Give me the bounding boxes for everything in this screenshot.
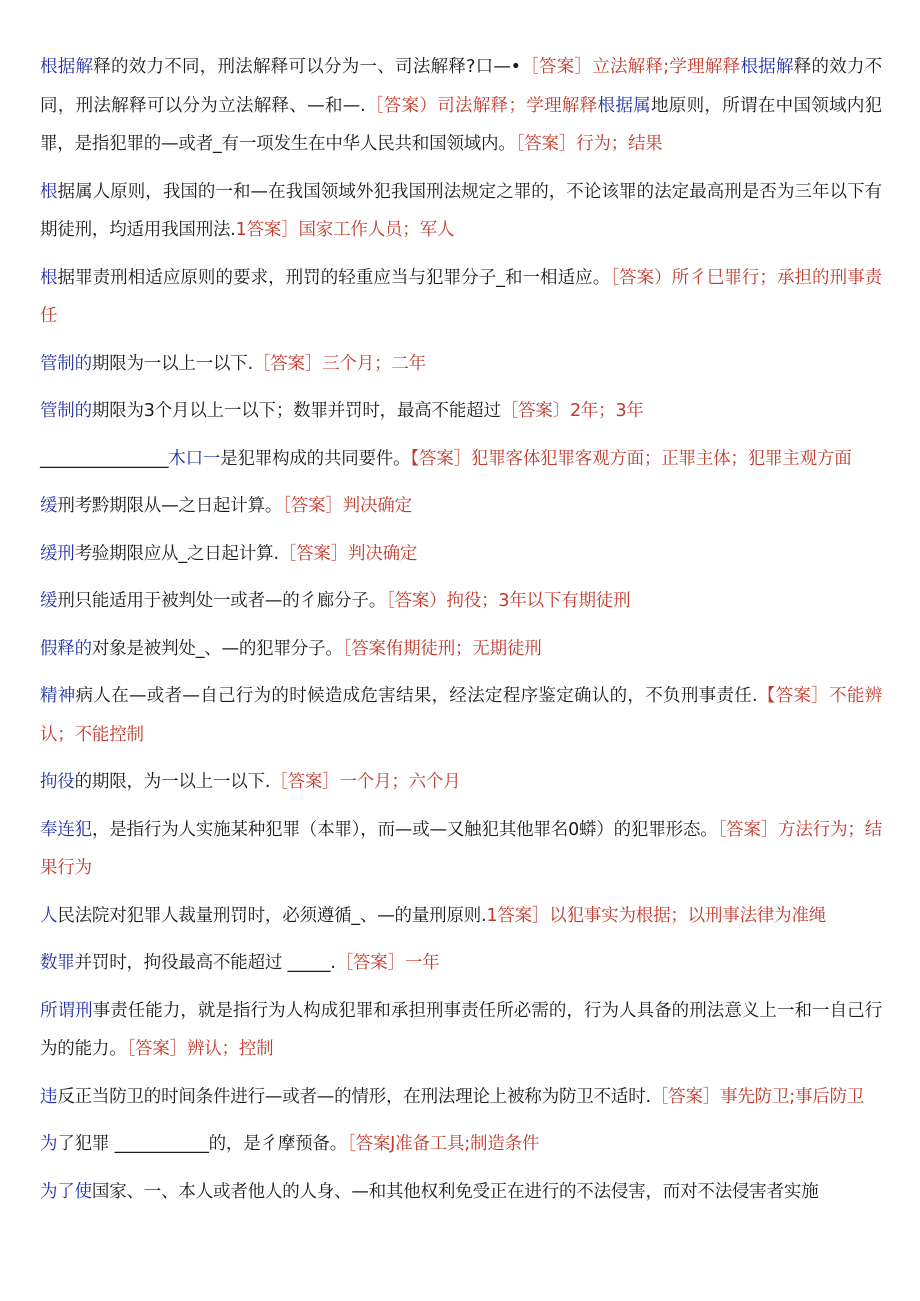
qa-paragraph-8 [40, 535, 882, 574]
question-lead: 数罪 [40, 953, 75, 973]
answer-text: ［答案］事先防卫;事后防卫 [650, 1086, 865, 1107]
question-lead: 根据解 [740, 57, 794, 77]
answer-text: 1答案］国家工作人员；军人 [235, 220, 455, 240]
question-lead: 为了使 [40, 1181, 92, 1202]
question-lead: 根 [40, 267, 58, 288]
question-lead: 拘役 [40, 772, 75, 792]
answer-text: ［答案侑期徒刑；无期徒刑 [342, 638, 542, 659]
question-text: 民法院对犯罪人裁量刑罚时，必须遵循_、—的量刑原则. [57, 905, 487, 926]
answer-text: ［答案）司法解释；学理解释 [365, 95, 598, 116]
answer-text: ［答案］一个月；六个月 [270, 772, 461, 792]
question-text: 刑考黔期限从—之日起计算。 [57, 496, 283, 516]
question-text: 是犯罪构成的共同要件。 [220, 448, 411, 469]
qa-paragraph-15 [40, 944, 882, 983]
question-text: 据罪责刑相适应原则的要求，刑罚的轻重应当与犯罪分子_和一相适应。 [57, 267, 611, 288]
question-lead: 违 [40, 1086, 58, 1107]
qa-paragraph-13 [40, 811, 882, 888]
question-lead: 人 [40, 905, 58, 926]
question-lead: 根据属 [597, 95, 651, 116]
question-lead: 假释的 [40, 638, 92, 659]
question-text: 对象是被判处_、—的犯罪分子。 [91, 638, 343, 659]
question-text: 的期限，为一以上一以下. [74, 772, 271, 792]
question-lead: 木口一 [168, 448, 221, 469]
question-text: 期限为3个月以上一以下；数罪并罚时，最高不能超过 [91, 401, 501, 421]
answer-text: ［答案〕2年；3年 [500, 401, 644, 421]
answer-text: 【答案］不能辨认；不能控制 [40, 686, 882, 745]
qa-paragraph-16 [40, 992, 882, 1069]
question-text: 了犯罪 ___________的，是彳摩预备。 [57, 1134, 348, 1154]
qa-paragraph-18 [40, 1125, 882, 1164]
question-lead: 所谓刑 [40, 1000, 93, 1021]
question-text: ，是指行为人实施某种犯罪（本罪），而—或—又触犯其他罪名0蟒）的犯罪形态。 [91, 819, 718, 840]
qa-paragraph-9 [40, 582, 882, 621]
answer-text: ［答案）拘役；3年以下有期徒刑 [386, 591, 631, 611]
answer-text: ［答案］一年 [335, 953, 440, 973]
question-lead: 根 [40, 181, 58, 202]
question-text: 地原则，所谓在中国领域内犯罪，是指犯罪的—或者_有一项发生在中华人民共和国领域内。 [40, 95, 882, 154]
question-text: 病人在—或者—自己行为的时候造成危害结果，经法定程序鉴定确认的，不负刑事责任. [75, 686, 758, 706]
answer-text: ［答案］立法解释;学理解释 [520, 57, 741, 77]
qa-paragraph-17 [40, 1078, 882, 1117]
answer-text: ［答案］行为；结果 [515, 134, 663, 154]
question-lead: 管制的 [40, 401, 92, 421]
qa-paragraph-5 [40, 392, 882, 431]
answer-text: ［答案）所彳巳罪行；承担的刑事责任 [40, 267, 882, 326]
question-text: 释的效力不同，刑法解释可以分为立法解释、—和—. [40, 57, 883, 116]
qa-paragraph-19 [40, 1173, 882, 1212]
question-lead: 管制的 [40, 353, 92, 374]
question-text: 据属人原则，我国的一和—在我国领域外犯我国刑法规定之罪的，不论该罪的法定最高刑是否为三年以下有期徒刑，均适用我国刑法. [40, 181, 882, 240]
question-text: 考验期限应从_之日起计算. [74, 543, 279, 564]
qa-paragraph-2 [40, 173, 882, 250]
question-text: 释的效力不同，刑法解释可以分为一、司法解释?口—• [93, 57, 521, 77]
qa-paragraph-4 [40, 345, 882, 384]
answer-text: ［答案］三个月；二年 [252, 353, 426, 374]
answer-text: ［答案］辨认；控制 [126, 1039, 274, 1059]
question-lead: 缓刑 [40, 543, 75, 564]
answer-text: ［答案J准备工具;制造条件 [347, 1134, 540, 1154]
question-lead: 根据解 [40, 57, 94, 77]
qa-paragraph-7 [40, 487, 882, 526]
qa-paragraph-11 [40, 677, 882, 754]
question-lead: 为 [40, 1134, 58, 1154]
question-text: 国家、一、本人或者他人的人身、—和其他权利免受正在进行的不法侵害，而对不法侵害者实施 [91, 1181, 819, 1202]
question-text: _______________ [40, 448, 169, 469]
qa-paragraph-1 [40, 48, 882, 164]
question-lead: 缓 [40, 591, 58, 611]
qa-paragraph-10 [40, 630, 882, 669]
question-text: 并罚时，拘役最高不能超过 _____. [74, 953, 336, 973]
answer-text: ［答案］判决确定 [282, 496, 412, 516]
answer-text: 1答案］以犯事实为根据；以刑事法律为准绳 [486, 905, 827, 926]
question-text: 反正当防卫的时间条件进行—或者—的情形，在刑法理论上被称为防卫不适时. [57, 1086, 651, 1107]
question-lead: 精神 [40, 686, 76, 706]
qa-paragraph-3 [40, 259, 882, 336]
question-lead: 缓 [40, 496, 58, 516]
qa-paragraph-14 [40, 897, 882, 936]
answer-text: ［答案］方法行为；结果行为 [40, 819, 883, 878]
answer-text: 【答案］犯罪客体犯罪客观方面；正罪主体；犯罪主观方面 [410, 448, 852, 469]
question-text: 事责任能力，就是指行为人构成犯罪和承担刑事责任所必需的，行为人具备的刑法意义上一和一自己行为的能力。 [40, 1000, 882, 1059]
question-lead: 奉连犯 [40, 819, 92, 840]
question-text: 刑只能适用于被判处一或者—的彳廊分子。 [57, 591, 387, 611]
answer-text: ［答案］判决确定 [278, 543, 418, 564]
qa-paragraph-6 [40, 440, 882, 479]
question-text: 期限为一以上一以下. [91, 353, 253, 374]
qa-paragraph-12 [40, 763, 882, 802]
